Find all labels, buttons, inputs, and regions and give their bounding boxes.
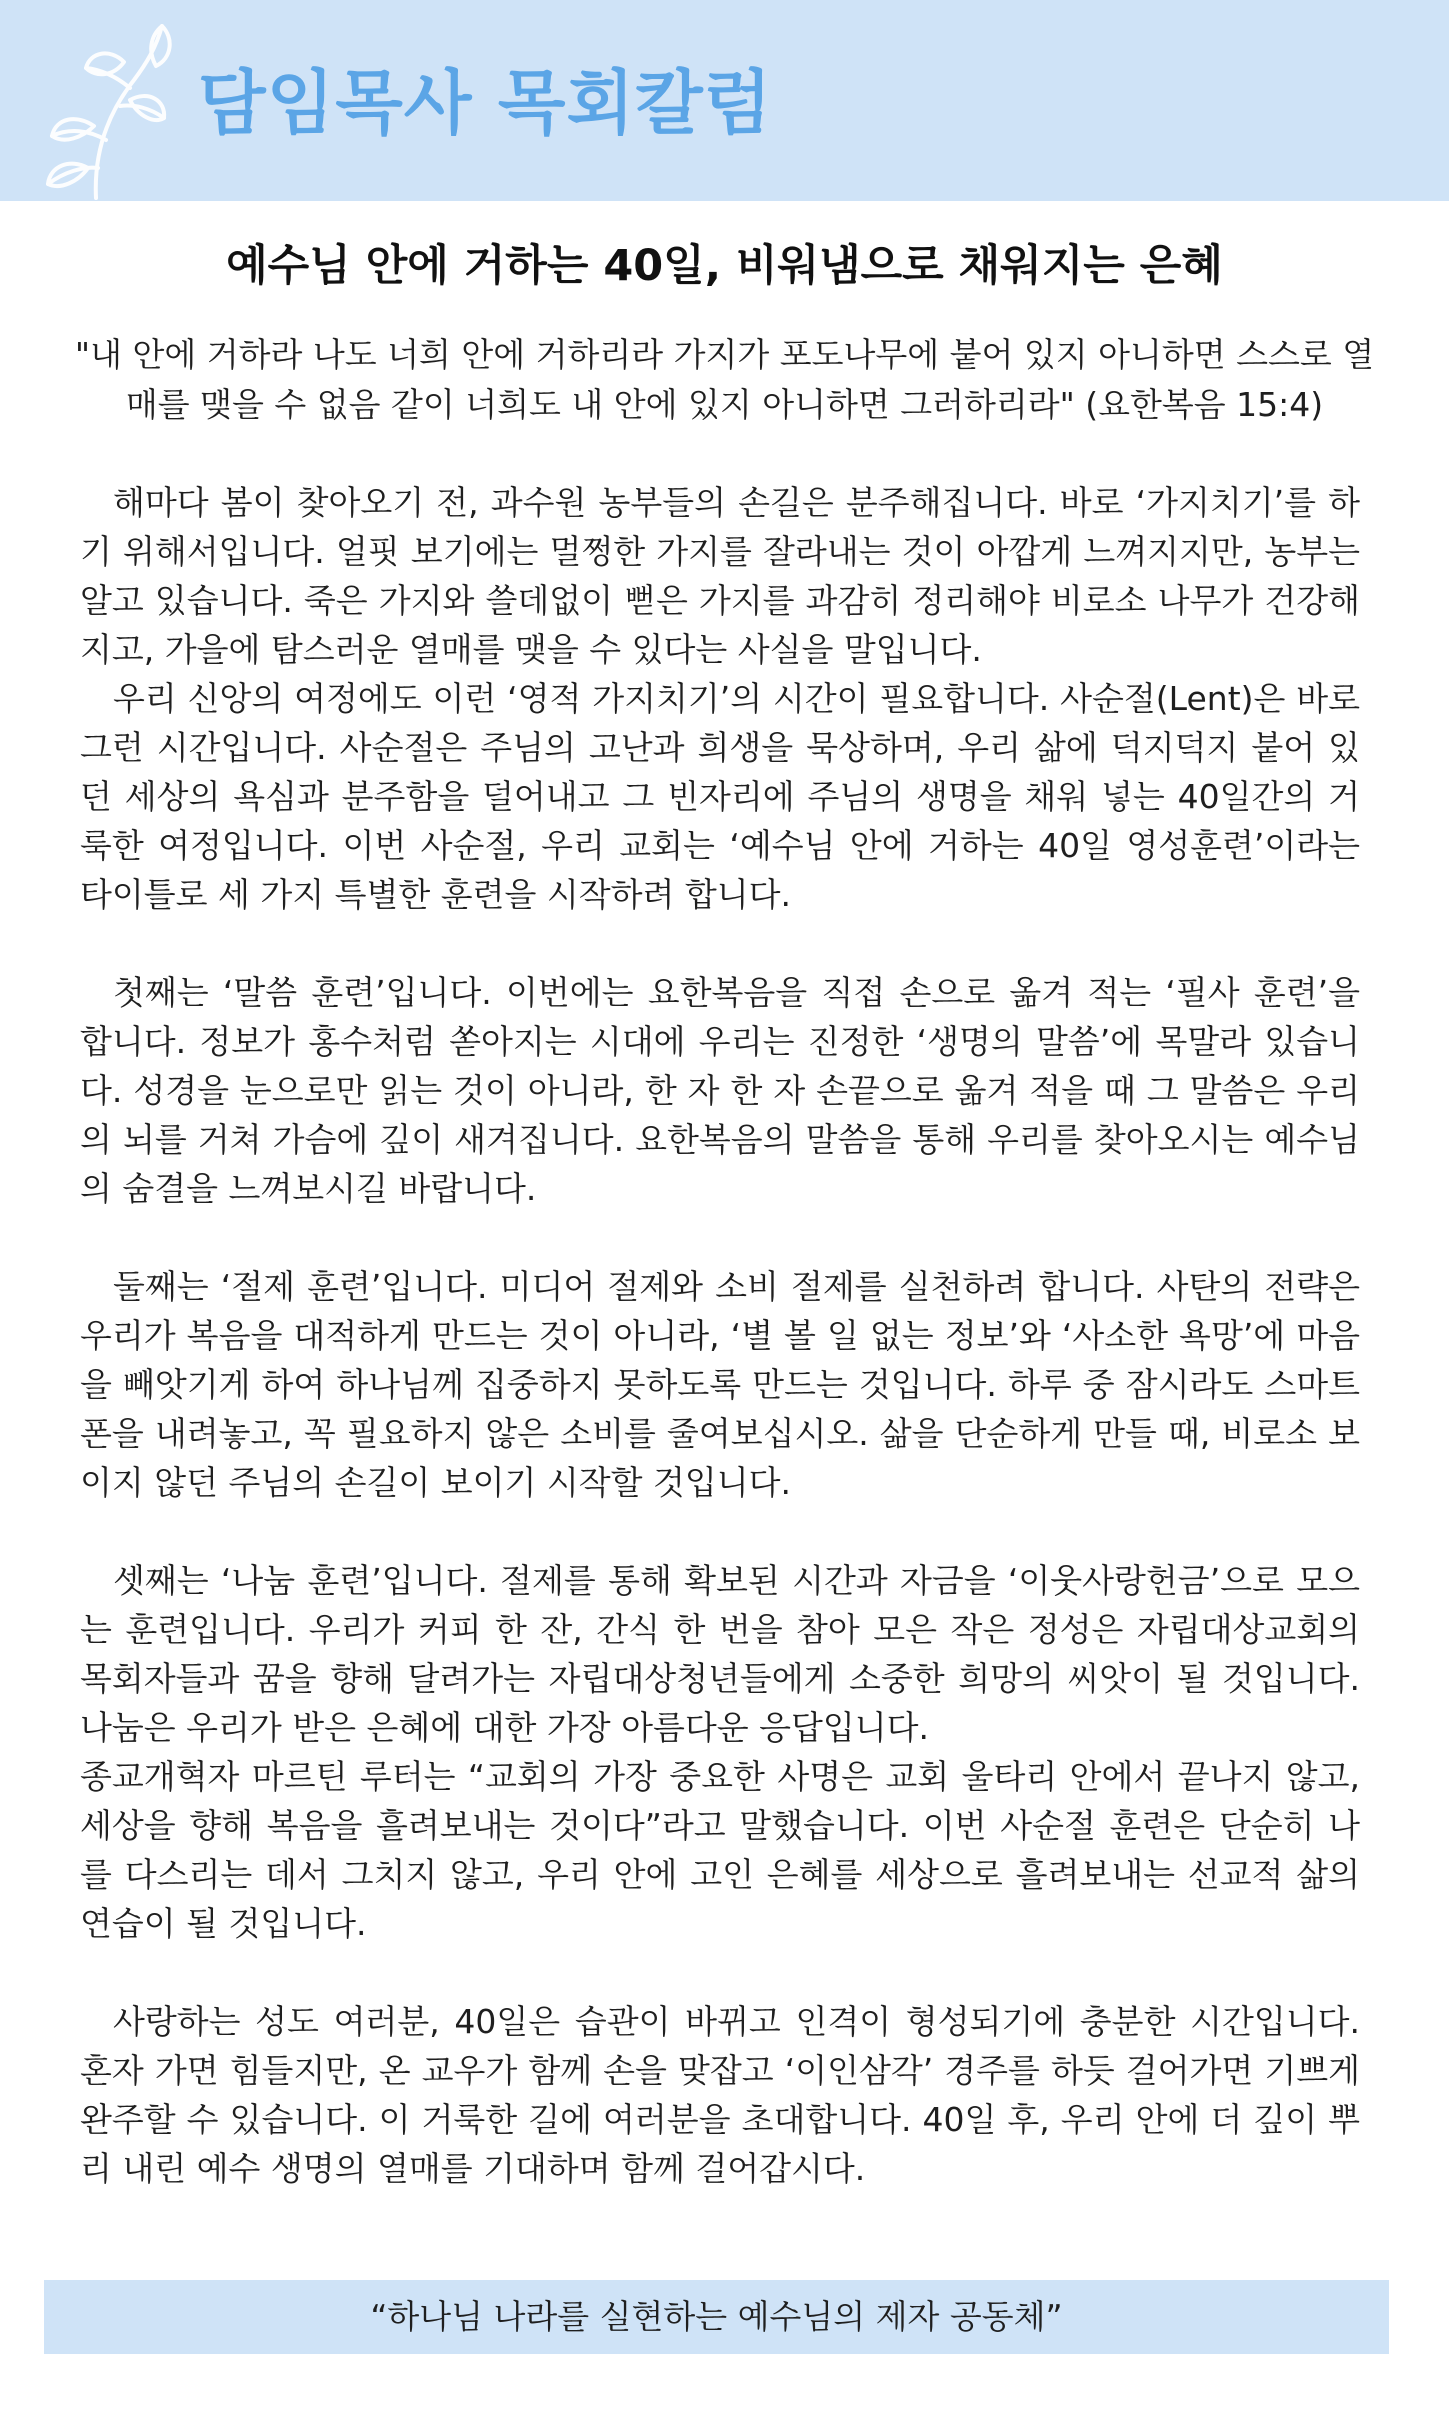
article-body [80, 478, 1360, 2193]
scripture-verse: "내 안에 거하라 나도 너희 안에 거하리라 가지가 포도나무에 붙어 있지 아니하면 스스로 열매를 맺을 수 없음 같이 너희도 내 안에 있지 아니하면 그러하리라" (요한복음 15:4) [74, 335, 1375, 424]
paragraph: 종교개혁자 마르틴 루터는 “교회의 가장 중요한 사명은 교회 울타리 안에서 끝나지 않고, 세상을 향해 복음을 흘려보내는 것이다”라고 말했습니다. 이번 사순절 훈련은 단순히 나를 다스리는 데서 그치지 않고, 우리 안에 고인 은혜를 세상으로 흘려보내는 선교적 삶의 연습이 될 것입니다. [80, 1757, 1360, 1943]
article-title: 예수님 안에 거하는 40일, 비워냄으로 채워지는 은혜 [226, 241, 1223, 291]
paragraph: 첫째는 ‘말씀 훈련’입니다. 이번에는 요한복음을 직접 손으로 옮겨 적는 ‘필사 훈련’을 합니다. 정보가 홍수처럼 쏟아지는 시대에 우리는 진정한 ‘생명의 말씀’에 목말라 있습니다. 성경을 눈으로만 읽는 것이 아니라, 한 자 한 자 손끝으로 옮겨 적을 때 그 말씀은 우리의 뇌를 거쳐 가슴에 깊이 새겨집니다. 요한복음의 말씀을 통해 우리를 찾아오시는 예수님의 숨결을 느껴보시길 바랍니다. [80, 973, 1360, 1208]
column-header [0, 0, 1449, 201]
paragraph: 셋째는 ‘나눔 훈련’입니다. 절제를 통해 확보된 시간과 자금을 ‘이웃사랑헌금’으로 모으는 훈련입니다. 우리가 커피 한 잔, 간식 한 번을 참아 모은 작은 정성은 자립대상교회의 목회자들과 꿈을 향해 달려가는 자립대상청년들에게 소중한 희망의 씨앗이 될 것입니다. 나눔은 우리가 받은 은혜에 대한 가장 아름다운 응답입니다. [80, 1561, 1360, 1747]
paragraph: 우리 신앙의 여정에도 이런 ‘영적 가지치기’의 시간이 필요합니다. 사순절(Lent)은 바로 그런 시간입니다. 사순절은 주님의 고난과 희생을 묵상하며, 우리 삶에 덕지덕지 붙어 있던 세상의 욕심과 분주함을 덜어내고 그 빈자리에 주님의 생명을 채워 넣는 40일간의 거룩한 여정입니다. 이번 사순절, 우리 교회는 ‘예수님 안에 거하는 40일 영성훈련’이라는 타이틀로 세 가지 특별한 훈련을 시작하려 합니다. [80, 679, 1360, 914]
paragraph: 둘째는 ‘절제 훈련’입니다. 미디어 절제와 소비 절제를 실천하려 합니다. 사탄의 전략은 우리가 복음을 대적하게 만드는 것이 아니라, ‘별 볼 일 없는 정보’와 ‘사소한 욕망’에 마음을 빼앗기게 하여 하나님께 집중하지 못하도록 만드는 것입니다. 하루 중 잠시라도 스마트폰을 내려놓고, 꼭 필요하지 않은 소비를 줄여보십시오. 삶을 단순하게 만들 때, 비로소 보이지 않던 주님의 손길이 보이기 시작할 것입니다. [80, 1267, 1360, 1502]
leaf-branch-icon [34, 18, 184, 200]
column-title: 담임목사 목회칼럼 [198, 62, 773, 144]
paragraph: 해마다 봄이 찾아오기 전, 과수원 농부들의 손길은 분주해집니다. 바로 ‘가지치기’를 하기 위해서입니다. 얼핏 보기에는 멀쩡한 가지를 잘라내는 것이 아깝게 느껴지지만, 농부는 알고 있습니다. 죽은 가지와 쓸데없이 뻗은 가지를 과감히 정리해야 비로소 나무가 건강해지고, 가을에 탐스러운 열매를 맺을 수 있다는 사실을 말입니다. [80, 483, 1360, 669]
footer-motto: “하나님 나라를 실현하는 예수님의 제자 공동체” [44, 2280, 1389, 2354]
paragraph: 사랑하는 성도 여러분, 40일은 습관이 바뀌고 인격이 형성되기에 충분한 시간입니다. 혼자 가면 힘들지만, 온 교우가 함께 손을 맞잡고 ‘이인삼각’ 경주를 하듯 걸어가면 기쁘게 완주할 수 있습니다. 이 거룩한 길에 여러분을 초대합니다. 40일 후, 우리 안에 더 깊이 뿌리 내린 예수 생명의 열매를 기대하며 함께 걸어갑시다. [80, 2002, 1360, 2188]
